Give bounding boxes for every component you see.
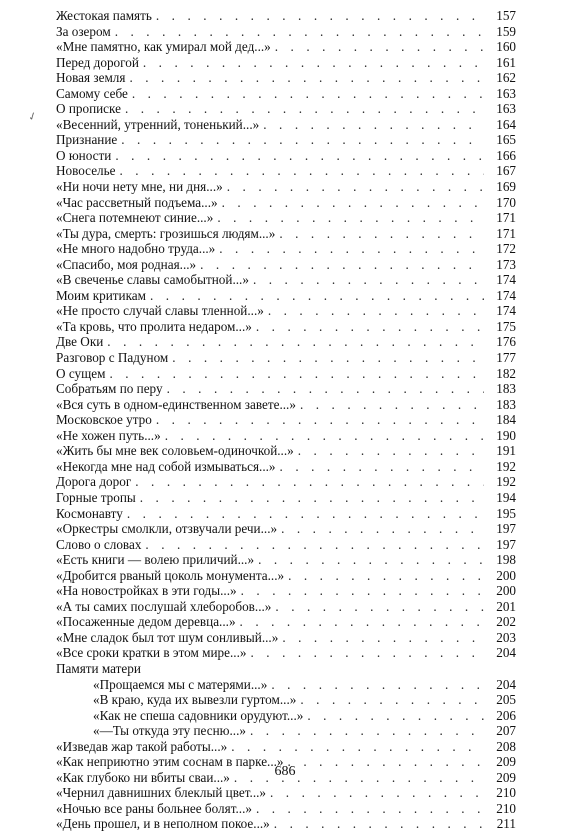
toc-entry-title: «Час рассветный подъема...» — [56, 194, 218, 210]
toc-entry-title: Жестокая память — [56, 8, 152, 23]
toc-entry — [56, 801, 516, 817]
toc-entry-title: «Оркестры смолкли, отзвучали речи...» — [56, 521, 278, 537]
dot-leader — [125, 101, 484, 117]
pencil-check-mark: ✓ — [26, 109, 40, 125]
toc-entry — [56, 412, 516, 428]
toc-entry-title: Перед дорогой — [56, 54, 139, 70]
toc-entry-page: 205 — [496, 692, 516, 708]
dot-leader — [263, 117, 484, 133]
toc-entry — [56, 163, 516, 179]
toc-entry — [56, 241, 516, 257]
toc-entry — [56, 350, 516, 366]
dot-leader — [300, 397, 484, 413]
toc-entry — [56, 272, 516, 288]
toc-entry-title: Памяти матери — [56, 660, 141, 676]
toc-entry-title: «Изведав жар такой работы...» — [56, 738, 228, 754]
dot-leader — [256, 319, 484, 335]
toc-entry-page: 166 — [496, 147, 516, 163]
toc-entry — [56, 303, 516, 319]
toc-entry-page: 172 — [496, 241, 516, 257]
toc-entry — [56, 568, 516, 584]
toc-entry-title: «Жить бы мне век соловьем-одиночкой...» — [56, 443, 294, 459]
dot-leader — [200, 257, 484, 273]
toc-entry — [56, 132, 516, 148]
dot-leader — [121, 132, 484, 148]
toc-entry-title: «Некогда мне над собой измываться...» — [56, 458, 276, 474]
dot-leader — [281, 521, 484, 537]
toc-entry-page: 210 — [496, 785, 516, 801]
toc-entry-page: 169 — [496, 179, 516, 195]
toc-entry — [56, 24, 516, 40]
toc-entry — [56, 195, 516, 211]
toc-entry-page: 165 — [496, 132, 516, 148]
toc-entry — [56, 506, 516, 522]
toc-entry-title: «Снега потемнеют синие...» — [56, 210, 214, 226]
toc-entry — [56, 459, 516, 475]
toc-section-heading — [56, 661, 516, 677]
toc-entry — [56, 645, 516, 661]
toc-entry-title: О сущем — [56, 365, 106, 381]
toc-entry-page: 209 — [496, 769, 516, 785]
toc-entry-page: 164 — [496, 116, 516, 132]
toc-entry-title: «Как неприютно этим соснам в парке...» — [56, 754, 284, 770]
toc-entry-page: 183 — [496, 381, 516, 397]
toc-entry — [56, 117, 516, 133]
toc-entry-page: 207 — [496, 723, 516, 739]
toc-entry — [56, 70, 516, 86]
toc-entry — [56, 381, 516, 397]
toc-entry-page: 182 — [496, 365, 516, 381]
dot-leader — [253, 272, 484, 288]
dot-leader — [109, 366, 484, 382]
toc-entry-title: Московское утро — [56, 412, 152, 428]
dot-leader — [172, 350, 484, 366]
dot-leader — [271, 677, 484, 693]
dot-leader — [127, 506, 484, 522]
toc-entry-title: «А ты самих послушай хлеборобов...» — [56, 598, 272, 614]
toc-entry-page: 171 — [496, 225, 516, 241]
toc-entry-page: 160 — [496, 39, 516, 55]
toc-entry-title: Разговор с Падуном — [56, 350, 169, 366]
toc-entry-title: «Ночью все раны больнее болят...» — [56, 800, 252, 816]
toc-entry — [56, 723, 516, 739]
dot-leader — [275, 599, 484, 615]
toc-entry-page: 183 — [496, 396, 516, 412]
dot-leader — [256, 801, 484, 817]
toc-entry — [56, 428, 516, 444]
toc-entry — [56, 785, 516, 801]
toc-entry-title: О юности — [56, 147, 112, 163]
toc-entry-title: «Прощаемся мы с матерями...» — [93, 676, 268, 692]
toc-entry — [56, 443, 516, 459]
toc-entry — [56, 101, 516, 117]
toc-entry-page: 204 — [496, 645, 516, 661]
toc-entry — [56, 257, 516, 273]
dot-leader — [282, 630, 484, 646]
dot-leader — [120, 163, 485, 179]
toc-entry-title: Новоселье — [56, 163, 116, 179]
toc-entry-page: 174 — [496, 303, 516, 319]
toc-entry-page: 204 — [496, 676, 516, 692]
dot-leader — [288, 568, 484, 584]
toc-entry-page: 157 — [496, 8, 516, 23]
toc-entry-page: 209 — [496, 754, 516, 770]
toc-entry — [56, 521, 516, 537]
dot-leader — [307, 708, 484, 724]
toc-entry — [56, 630, 516, 646]
toc-entry — [56, 599, 516, 615]
dot-leader — [270, 785, 484, 801]
toc-entry-title: Две Оки — [56, 334, 104, 350]
toc-entry — [56, 397, 516, 413]
dot-leader — [231, 739, 484, 755]
toc-entry-page: 202 — [496, 614, 516, 630]
dot-leader — [222, 195, 484, 211]
dot-leader — [107, 334, 484, 350]
toc-entry-title: «Дробится рваный цоколь монумента...» — [56, 567, 285, 583]
toc-entry-title: «Вся суть в одном-единственном завете...» — [56, 396, 296, 412]
toc-entry-page: 171 — [496, 210, 516, 226]
toc-entry-title: «Не хожен путь...» — [56, 427, 161, 443]
toc-entry-title: Самому себе — [56, 85, 128, 101]
dot-leader — [135, 474, 484, 490]
dot-leader — [250, 645, 484, 661]
toc-entry-title: О прописке — [56, 101, 121, 117]
toc-entry — [56, 537, 516, 553]
toc-entry — [56, 39, 516, 55]
toc-entry-title: Моим критикам — [56, 287, 146, 303]
toc-entry — [56, 179, 516, 195]
toc-entry-page: 203 — [496, 629, 516, 645]
toc-entry-page: 159 — [496, 23, 516, 39]
toc-entry — [56, 490, 516, 506]
toc-entry-page: 161 — [496, 54, 516, 70]
toc-entry-page: 175 — [496, 318, 516, 334]
toc-entry — [56, 8, 516, 24]
toc-entry-page: 163 — [496, 101, 516, 117]
dot-leader — [279, 226, 484, 242]
toc-entry-page: 184 — [496, 412, 516, 428]
dot-leader — [115, 24, 484, 40]
toc-entry — [56, 319, 516, 335]
toc-entry-title: Космонавту — [56, 505, 123, 521]
dot-leader — [167, 381, 484, 397]
toc-entry — [56, 148, 516, 164]
page-number: 686 — [274, 764, 296, 779]
toc-entry-page: 190 — [496, 427, 516, 443]
toc-entry-title: Слово о словах — [56, 536, 142, 552]
toc-entry-title: «Ты дура, смерть: грозишься людям...» — [56, 225, 276, 241]
toc-entry-title: «В краю, куда их вывезли гуртом...» — [93, 692, 297, 708]
toc-entry-page: 210 — [496, 800, 516, 816]
toc-entry-title: «Как глубоко ни вбиты сваи...» — [56, 769, 230, 785]
dot-leader — [280, 459, 484, 475]
toc-entry-title: «Не много надобно труда...» — [56, 241, 216, 257]
toc-entry-title: «Спасибо, моя родная...» — [56, 256, 197, 272]
toc-entry — [56, 677, 516, 693]
toc-entry — [56, 614, 516, 630]
toc-entry — [56, 708, 516, 724]
dot-leader — [300, 692, 484, 708]
toc-entry-title: За озером — [56, 23, 111, 39]
toc-entry — [56, 583, 516, 599]
toc-entry-page: 192 — [496, 474, 516, 490]
toc-entry — [56, 552, 516, 568]
toc-entry — [56, 210, 516, 226]
toc-entry-page: 176 — [496, 334, 516, 350]
toc-entry-title: «Мне памятно, как умирал мой дед...» — [56, 39, 271, 55]
toc-entry-page: 195 — [496, 505, 516, 521]
dot-leader — [268, 303, 484, 319]
toc-entry-page: 173 — [496, 256, 516, 272]
dot-leader — [156, 412, 484, 428]
toc-entry — [56, 55, 516, 71]
toc-entry-page: 194 — [496, 489, 516, 505]
toc-entry-page: 162 — [496, 70, 516, 86]
toc-entry-page: 163 — [496, 85, 516, 101]
toc-entry — [56, 692, 516, 708]
toc-entry-page: 192 — [496, 458, 516, 474]
dot-leader — [143, 55, 484, 71]
dot-leader — [298, 443, 484, 459]
toc-entry-title: Горные тропы — [56, 489, 136, 505]
toc-entry-page: 167 — [496, 163, 516, 179]
toc-entry-page: 191 — [496, 443, 516, 459]
dot-leader — [219, 241, 484, 257]
toc-entry — [56, 366, 516, 382]
toc-entry-title: «—Ты откуда эту песню...» — [93, 723, 246, 739]
toc-entry-page: 174 — [496, 272, 516, 288]
dot-leader — [115, 148, 484, 164]
toc-entry-title: «Весенний, утренний, тоненький...» — [56, 116, 260, 132]
toc-entry-page: 200 — [496, 567, 516, 583]
toc-entry-title: «День прошел, и в неполном покое...» — [56, 816, 270, 832]
toc-entry-title: «Есть книги — волею приличий...» — [56, 552, 255, 568]
dot-leader — [274, 816, 484, 832]
toc-entry-page: 170 — [496, 194, 516, 210]
toc-entry-title: «Та кровь, что пролита недаром...» — [56, 318, 252, 334]
toc-entry — [56, 86, 516, 102]
toc-entry-title: «Посаженные дедом деревца...» — [56, 614, 236, 630]
dot-leader — [241, 583, 484, 599]
table-of-contents — [56, 8, 516, 832]
dot-leader — [227, 179, 484, 195]
toc-entry-page: 197 — [496, 536, 516, 552]
dot-leader — [217, 210, 484, 226]
toc-entry-title: «Чернил давнишних блеклый цвет...» — [56, 785, 267, 801]
toc-entry — [56, 739, 516, 755]
toc-entry-title: «Как не спеша садовники орудуют...» — [93, 707, 304, 723]
toc-entry-title: Дорога дорог — [56, 474, 132, 490]
toc-entry — [56, 288, 516, 304]
toc-entry-title: «Мне сладок был тот шум сонливый...» — [56, 629, 279, 645]
toc-entry-page: 206 — [496, 707, 516, 723]
toc-entry-page: 197 — [496, 521, 516, 537]
dot-leader — [156, 8, 484, 24]
toc-entry-page: 198 — [496, 552, 516, 568]
dot-leader — [240, 614, 484, 630]
toc-entry-title: «В свеченье славы самобытной...» — [56, 272, 249, 288]
dot-leader — [129, 70, 484, 86]
dot-leader — [258, 552, 484, 568]
toc-entry — [56, 334, 516, 350]
dot-leader — [132, 86, 484, 102]
toc-entry-title: Собратьям по перу — [56, 381, 163, 397]
toc-entry-page: 174 — [496, 287, 516, 303]
toc-entry-title: «Все сроки кратки в этом мире...» — [56, 645, 247, 661]
dot-leader — [165, 428, 484, 444]
dot-leader — [275, 39, 484, 55]
toc-entry-page: 200 — [496, 583, 516, 599]
toc-entry — [56, 474, 516, 490]
toc-entry-title: «Ни ночи нету мне, ни дня...» — [56, 179, 223, 195]
toc-entry-title: «На новостройках в эти годы...» — [56, 583, 237, 599]
toc-entry-title: Новая земля — [56, 70, 126, 86]
toc-entry-title: Признание — [56, 132, 118, 148]
toc-entry-page: 201 — [496, 598, 516, 614]
toc-entry-page: 208 — [496, 738, 516, 754]
toc-entry-title: «Не просто случай славы тленной...» — [56, 303, 264, 319]
dot-leader — [150, 288, 484, 304]
toc-entry-page: 177 — [496, 350, 516, 366]
dot-leader — [145, 537, 484, 553]
toc-entry-page: 211 — [496, 816, 516, 832]
dot-leader — [140, 490, 484, 506]
dot-leader — [250, 723, 484, 739]
toc-entry — [56, 816, 516, 832]
toc-entry — [56, 226, 516, 242]
